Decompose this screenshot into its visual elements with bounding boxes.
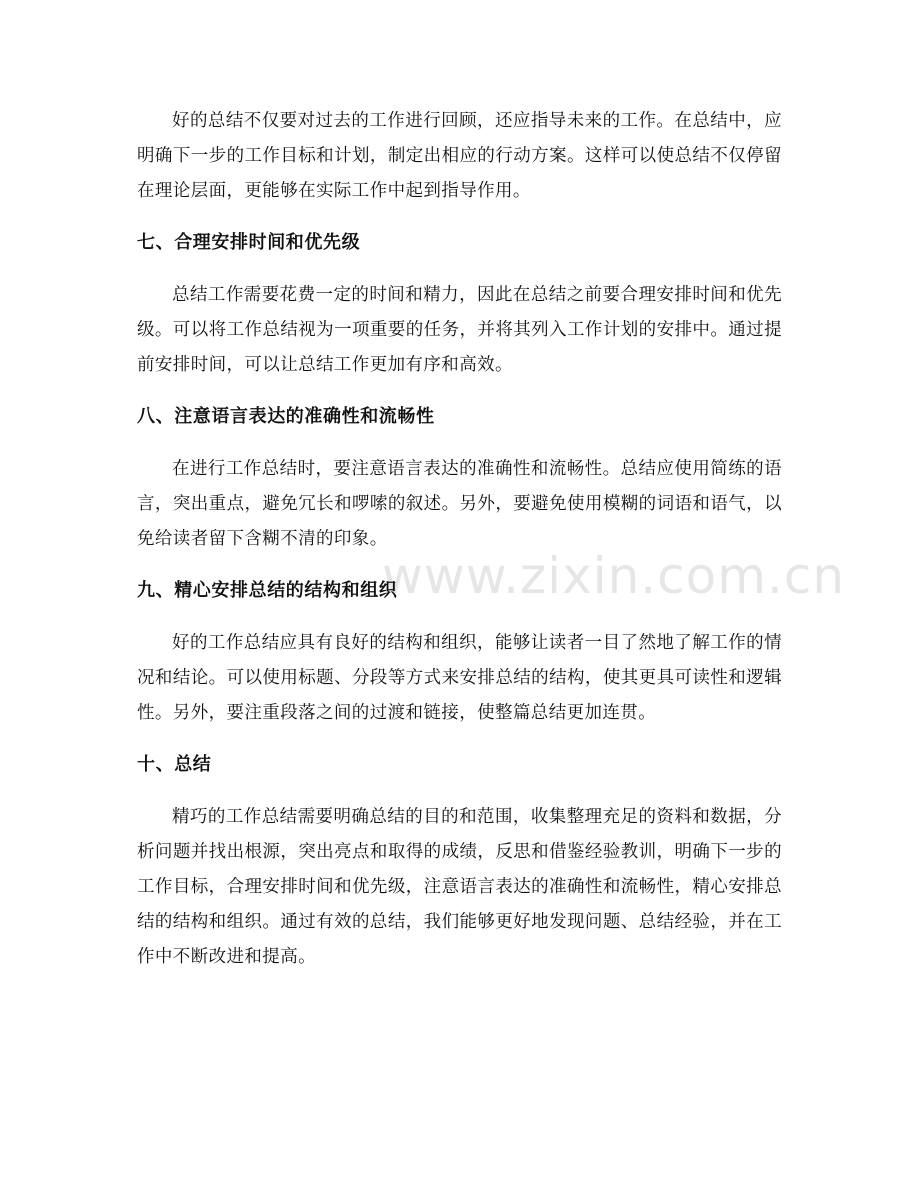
paragraph-line: 前安排时间，可以让总结工作更加有序和高效。 xyxy=(137,355,513,375)
section-heading: 七、合理安排时间和优先级 xyxy=(137,232,361,253)
paragraph-line: 况和结论。可以使用标题、分段等方式来安排总结的结构，使其更具可读性和逻辑 xyxy=(137,668,782,688)
section-heading: 九、精心安排总结的结构和组织 xyxy=(137,580,398,601)
paragraph-line: 结的结构和组织。通过有效的总结，我们能够更好地发现问题、总结经验，并在工 xyxy=(137,912,782,932)
paragraph-line: 级。可以将工作总结视为一项重要的任务，并将其列入工作计划的安排中。通过提 xyxy=(137,320,782,340)
paragraph-line: 好的工作总结应具有良好的结构和组织，能够让读者一目了然地了解工作的情 xyxy=(172,633,782,653)
paragraph-line: 性。另外，要注重段落之间的过渡和链接，使整篇总结更加连贯。 xyxy=(137,703,657,723)
paragraph-line: 明确下一步的工作目标和计划，制定出相应的行动方案。这样可以使总结不仅停留 xyxy=(137,146,782,166)
paragraph-line: 作中不断改进和提高。 xyxy=(137,947,316,967)
section-heading: 十、总结 xyxy=(137,754,212,775)
paragraph-line: 精巧的工作总结需要明确总结的目的和范围，收集整理充足的资料和数据，分 xyxy=(172,807,782,827)
paragraph-line: 免给读者留下含糊不清的印象。 xyxy=(137,529,388,549)
section-heading: 八、注意语言表达的准确性和流畅性 xyxy=(137,406,435,427)
paragraph-line: 析问题并找出根源，突出亮点和取得的成绩，反思和借鉴经验教训，明确下一步的 xyxy=(137,842,782,862)
paragraph-line: 好的总结不仅要对过去的工作进行回顾，还应指导未来的工作。在总结中，应 xyxy=(172,111,782,131)
paragraph-line: 工作目标，合理安排时间和优先级，注意语言表达的准确性和流畅性，精心安排总 xyxy=(137,877,782,897)
paragraph-line: 在进行工作总结时，要注意语言表达的准确性和流畅性。总结应使用简练的语 xyxy=(172,459,782,479)
paragraph-line: 在理论层面，更能够在实际工作中起到指导作用。 xyxy=(137,181,531,201)
watermark: www.zixin.com.cn xyxy=(382,547,846,605)
paragraph-line: 总结工作需要花费一定的时间和精力，因此在总结之前要合理安排时间和优先 xyxy=(172,285,782,305)
paragraph-line: 言，突出重点，避免冗长和啰嗦的叙述。另外，要避免使用模糊的词语和语气，以 xyxy=(137,494,782,514)
